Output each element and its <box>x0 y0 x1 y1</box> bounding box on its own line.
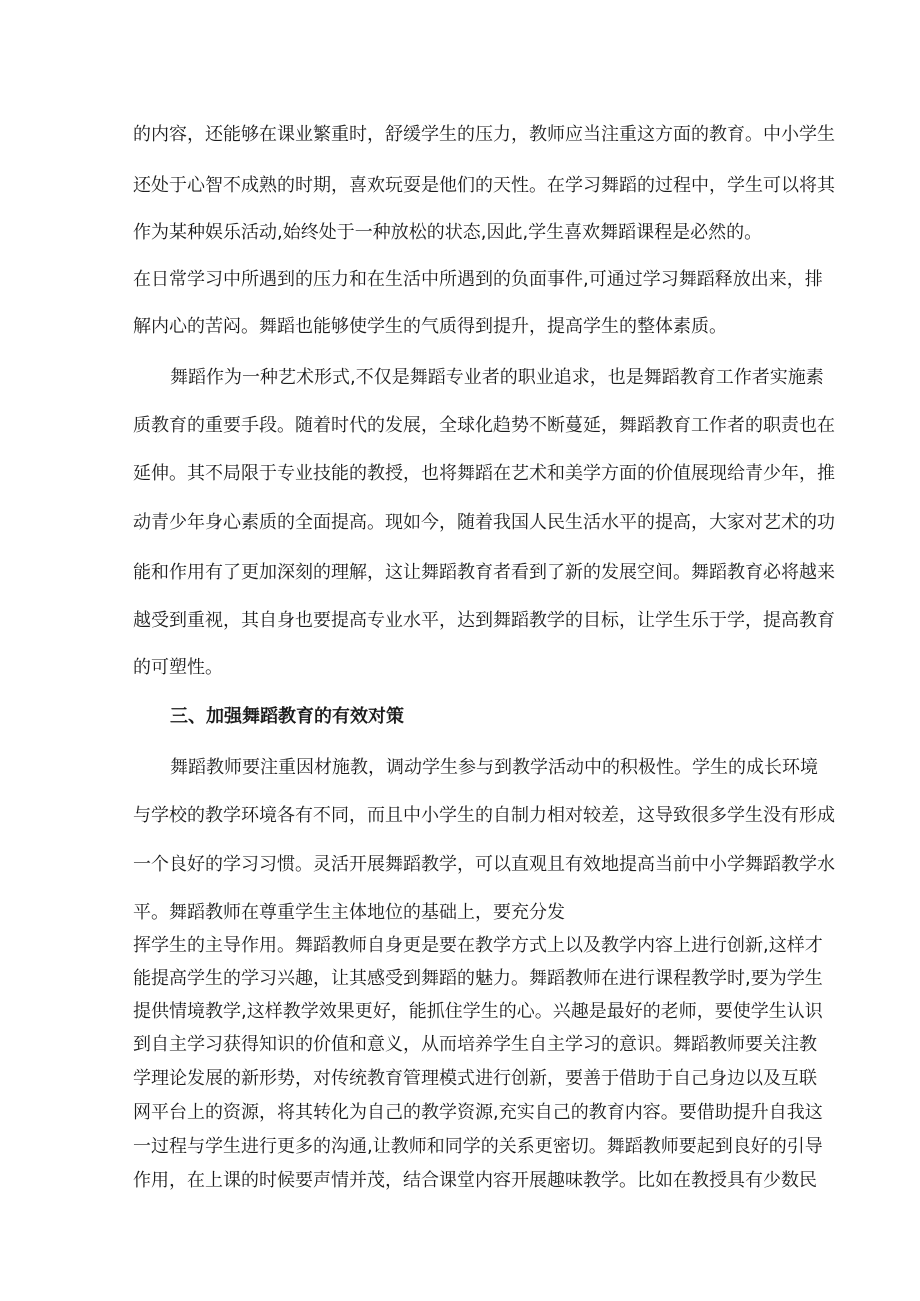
paragraph-5-line-6: 网平台上的资源，将其转化为自己的教学资源,充实自己的教育内容。要借助提升自我这 <box>133 1102 823 1123</box>
paragraph-4-line-2: 与学校的教学环境各有不同，而且中小学生的自制力相对较差，这导致很多学生没有形成 <box>133 805 835 826</box>
paragraph-3-line-3: 延伸。其不局限于专业技能的教授，也将舞蹈在艺术和美学方面的价值展现给青少年，推 <box>133 463 835 484</box>
paragraph-1-line-3: 作为某种娱乐活动,始终处于一种放松的状态,因此,学生喜欢舞蹈课程是必然的。 <box>133 222 763 243</box>
paragraph-4-line-4: 平。舞蹈教师在尊重学生主体地位的基础上，要充分发 <box>133 902 565 923</box>
paragraph-5-line-1: 挥学生的主导作用。舞蹈教师自身更是要在教学方式上以及教学内容上进行创新,这样才 <box>133 935 823 956</box>
paragraph-4-line-3: 一个良好的学习习惯。灵活开展舞蹈教学，可以直观且有效地提高当前中小学舞蹈教学水 <box>133 854 835 875</box>
paragraph-3-line-1: 舞蹈作为一种艺术形式,不仅是舞蹈专业者的职业追求，也是舞蹈教育工作者实施素 <box>170 367 824 388</box>
paragraph-1-line-1: 的内容，还能够在课业繁重时，舒缓学生的压力，教师应当注重这方面的教育。中小学生 <box>133 124 835 145</box>
paragraph-5-line-2: 能提高学生的学习兴趣，让其感受到舞蹈的魅力。舞蹈教师在进行课程教学时,要为学生 <box>133 968 823 989</box>
paragraph-3-line-2: 质教育的重要手段。随着时代的发展，全球化趋势不断蔓延，舞蹈教育工作者的职责也在 <box>133 415 835 436</box>
paragraph-5-line-5: 学理论发展的新形势，对传统教育管理模式进行创新，要善于借助于自己身边以及互联 <box>133 1068 817 1089</box>
paragraph-3-line-4: 动青少年身心素质的全面提高。现如今，随着我国人民生活水平的提高，大家对艺术的功 <box>133 512 835 533</box>
paragraph-3-line-5: 能和作用有了更加深刻的理解，这让舞蹈教育者看到了新的发展空间。舞蹈教育必将越来 <box>133 562 835 583</box>
section-heading: 三、加强舞蹈教育的有效对策 <box>170 706 404 727</box>
paragraph-5-line-7: 一过程与学生进行更多的沟通,让教师和同学的关系更密切。舞蹈教师要起到良好的引导 <box>133 1136 823 1157</box>
paragraph-3-line-7: 的可塑性。 <box>133 657 223 678</box>
paragraph-3-line-6: 越受到重视，其自身也要提高专业水平，达到舞蹈教学的目标，让学生乐于学，提高教育 <box>133 610 835 631</box>
paragraph-1-line-2: 还处于心智不成熟的时期，喜欢玩耍是他们的天性。在学习舞蹈的过程中，学生可以将其 <box>133 175 835 196</box>
paragraph-5-line-8: 作用，在上课的时候要声情并茂，结合课堂内容开展趣味教学。比如在教授具有少数民 <box>133 1170 817 1191</box>
paragraph-4-line-1: 舞蹈教师要注重因材施教，调动学生参与到教学活动中的积极性。学生的成长环境 <box>170 757 818 778</box>
paragraph-5-line-4: 到自主学习获得知识的价值和意义，从而培养学生自主学习的意识。舞蹈教师要关注教 <box>133 1034 817 1055</box>
paragraph-5-line-3: 提供情境教学,这样教学效果更好，能抓住学生的心。兴趣是最好的老师，要使学生认识 <box>133 1001 823 1022</box>
paragraph-2-line-1: 在日常学习中所遇到的压力和在生活中所遇到的负面事件,可通过学习舞蹈释放出来，排 <box>133 269 823 290</box>
paragraph-2-line-2: 解内心的苦闷。舞蹈也能够使学生的气质得到提升，提高学生的整体素质。 <box>133 316 727 337</box>
